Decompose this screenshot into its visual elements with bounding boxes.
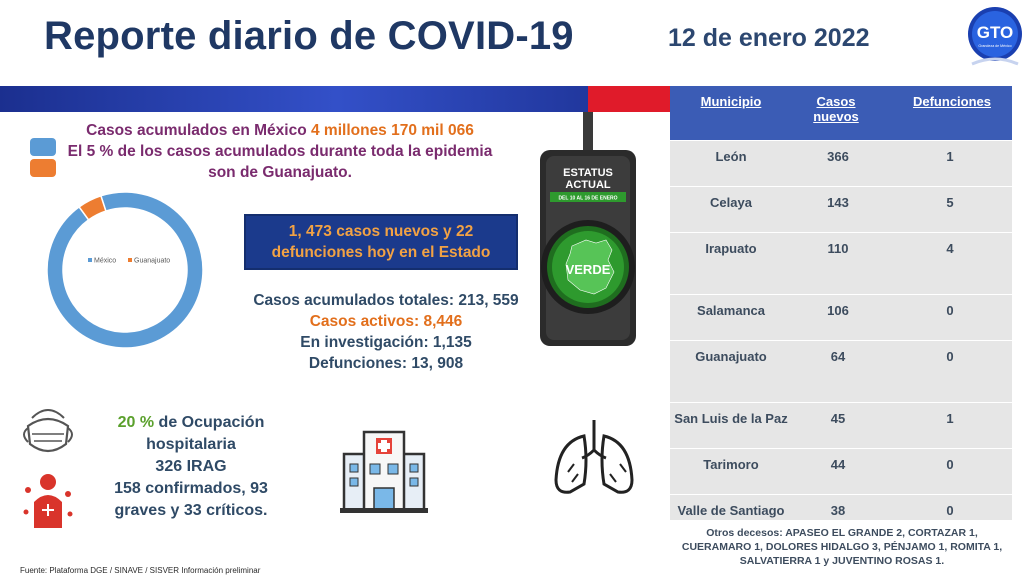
- critical-line: graves y 33 críticos.: [114, 502, 268, 519]
- other-deaths-note: Otros decesos: APASEO EL GRANDE 2, CORTAZAR 1, CUERAMARO 1, DOLORES HIDALGO 3, PÉNJAMO 1, ROMITA 1, SALVATIERRA 1 y JUVENTINO ROSAS 1.: [681, 527, 1003, 567]
- face-mask-icon: [20, 404, 76, 458]
- donut-slice-mexico: [47, 192, 203, 348]
- investigation-cases: En investigación: 1,135: [300, 334, 472, 351]
- occupancy-line2: hospitalaria: [146, 436, 236, 453]
- cell-casos: 366: [827, 149, 849, 164]
- municipality-table: [670, 86, 1012, 520]
- occupancy-pct: 20 %: [117, 414, 155, 431]
- donut-legend-mexico: México: [94, 257, 117, 265]
- cell-casos: 110: [827, 241, 849, 256]
- cell-defunciones: 0: [946, 303, 954, 318]
- header-defunciones: Defunciones: [912, 94, 991, 109]
- new-cases-box: [244, 214, 518, 270]
- cell-defunciones: 0: [946, 349, 954, 364]
- header-band: [0, 86, 672, 112]
- new-cases-line2: defunciones hoy en el Estado: [271, 244, 491, 261]
- summary-national-cases: 4 millones 170 mil 066: [311, 122, 474, 139]
- donut-legend-guanajuato: Guanajuato: [134, 257, 171, 265]
- cell-municipio: Salamanca: [697, 303, 765, 318]
- table-row: [670, 448, 1012, 494]
- cell-municipio: León: [715, 149, 747, 164]
- summary-line3: son de Guanajuato.: [208, 164, 352, 181]
- hospital-occupancy: [88, 412, 294, 522]
- table-row: [670, 140, 1012, 186]
- cell-municipio: Valle de Santiago: [677, 503, 785, 518]
- sick-person-icon: [20, 470, 76, 530]
- source-note: Fuente: Plataforma DGE / SINAVE / SISVER Información preliminar: [20, 566, 261, 575]
- cell-defunciones: 0: [946, 503, 954, 518]
- confirmed-line: 158 confirmados, 93: [114, 480, 268, 497]
- logo-subtext: Grandeza de México: [978, 44, 1012, 48]
- status-dates: DEL 10 AL 16 DE ENERO: [558, 195, 618, 202]
- cell-defunciones: 1: [946, 149, 954, 164]
- status-traffic-light: [536, 112, 640, 348]
- cell-casos: 64: [830, 349, 846, 364]
- header-band-accent: [588, 86, 672, 112]
- occupancy-label: de Ocupación: [154, 414, 265, 431]
- state-stats: [226, 290, 546, 374]
- cell-defunciones: 1: [946, 411, 954, 426]
- cell-municipio: Celaya: [710, 195, 752, 210]
- national-summary: [20, 120, 540, 183]
- header-casos: Casos nuevos: [813, 94, 859, 124]
- table-row: [670, 402, 1012, 448]
- status-title-1: ESTATUS: [563, 167, 613, 179]
- cases-share-donut: [30, 190, 220, 350]
- gto-logo: [966, 4, 1024, 72]
- table-row: [670, 294, 1012, 340]
- hospital-icon: [338, 424, 430, 516]
- active-cases: Casos activos: 8,446: [309, 313, 463, 330]
- cell-defunciones: 5: [946, 195, 954, 210]
- accumulated-cases: Casos acumulados totales: 213, 559: [253, 292, 519, 309]
- new-cases-line1: 1, 473 casos nuevos y 22: [288, 223, 474, 240]
- cell-defunciones: 4: [946, 241, 954, 256]
- cell-municipio: Tarimoro: [703, 457, 759, 472]
- total-deaths: Defunciones: 13, 908: [308, 355, 464, 372]
- cell-casos: 38: [830, 503, 846, 518]
- status-title-2: ACTUAL: [565, 179, 611, 191]
- cell-casos: 106: [827, 303, 849, 318]
- logo-text: GTO: [976, 23, 1014, 42]
- header-municipio: Municipio: [700, 94, 762, 109]
- status-state: VERDE: [565, 262, 611, 277]
- table-header: [670, 86, 1012, 140]
- cell-municipio: San Luis de la Paz: [674, 411, 788, 426]
- summary-line2: El 5 % de los casos acumulados durante toda la epidemia: [67, 143, 493, 160]
- table-row: [670, 340, 1012, 402]
- cell-municipio: Irapuato: [705, 241, 757, 256]
- summary-line1-prefix: Casos acumulados en México: [86, 122, 307, 139]
- table-row: [670, 186, 1012, 232]
- report-date: 12 de enero 2022: [668, 24, 870, 52]
- table-row: [670, 232, 1012, 294]
- irag-count: 326 IRAG: [155, 458, 227, 475]
- table-row: [670, 494, 1012, 528]
- lungs-icon: [548, 414, 640, 506]
- cell-casos: 45: [830, 411, 846, 426]
- cell-defunciones: 0: [946, 457, 954, 472]
- page-title: Reporte diario de COVID-19: [44, 14, 574, 58]
- cell-casos: 143: [827, 195, 849, 210]
- cell-casos: 44: [830, 457, 846, 472]
- cell-municipio: Guanajuato: [695, 349, 767, 364]
